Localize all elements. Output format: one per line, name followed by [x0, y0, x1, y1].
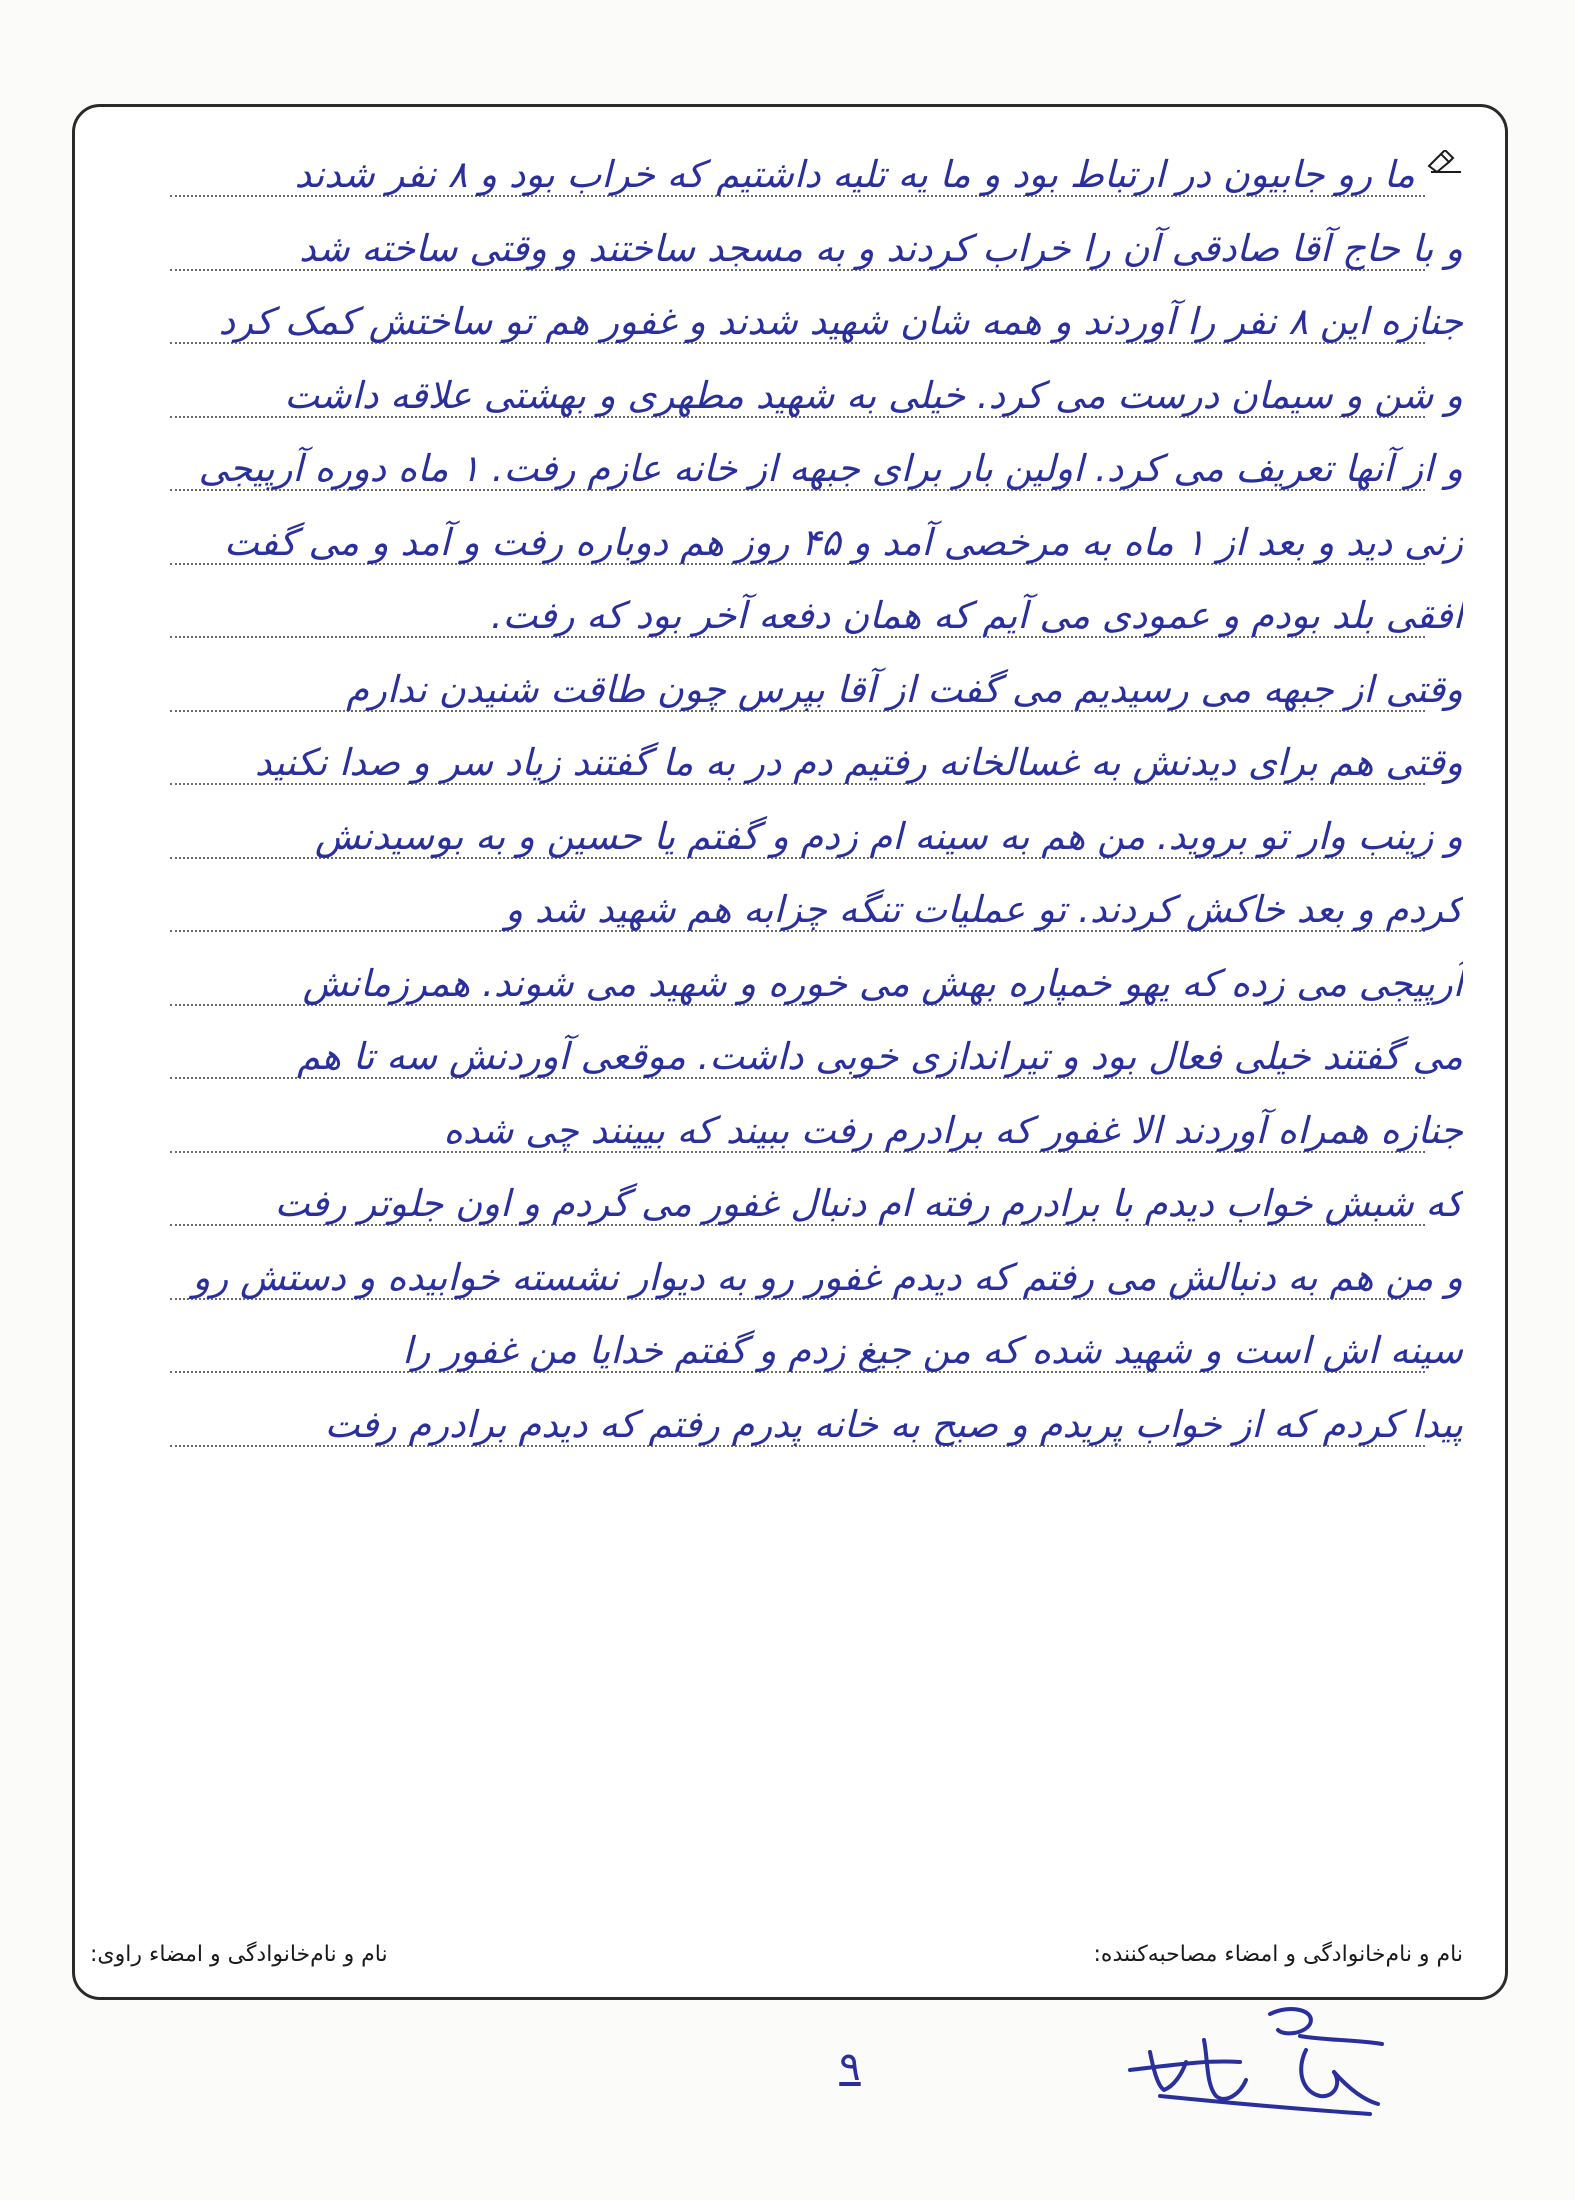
text-line: و با حاج آقا صادقی آن را خراب کردند و به مسجد ساختند و وقتی ساخته شد — [299, 226, 1463, 270]
text-line: جنازه این ۸ نفر را آوردند و همه شان شهید شدند و غفور هم تو ساختش کمک کرد — [218, 300, 1463, 343]
text-line: می گفتند خیلی فعال بود و تیراندازی خوبی داشت. موقعی آوردنش سه تا هم — [297, 1035, 1463, 1078]
text-line: زنی دید و بعد از ۱ ماه به مرخصی آمد و ۴۵ روز هم دوباره رفت و آمد و می گفت — [223, 520, 1463, 564]
text-line: وقتی از جبهه می رسیدیم می گفت از آقا بپرس چون طاقت شنیدن ندارم — [346, 667, 1463, 711]
text-line: و من هم به دنبالش می رفتم که دیدم غفور رو به دیوار نشسته خوابیده و دستش رو — [192, 1255, 1463, 1299]
text-line: جنازه همراه آوردند الا غفور که برادرم رفت ببیند که بیینند چی شده — [443, 1108, 1463, 1152]
text-line: و شن و سیمان درست می کرد. خیلی به شهید مطهری و بهشتی علاقه داشت — [284, 373, 1463, 417]
pen-writing-icon — [1427, 150, 1463, 174]
handwritten-signature — [1120, 2000, 1450, 2150]
text-line: وقتی هم برای دیدنش به غسالخانه رفتیم دم در به ما گفتند زیاد سر و صدا نکنید — [254, 741, 1463, 784]
text-line: که شبش خواب دیدم با برادرم رفته ام دنبال غفور می گردم و اون جلوتر رفت — [274, 1182, 1463, 1225]
text-line: و از آنها تعریف می کرد. اولین بار برای جبهه از خانه عازم رفت. ۱ ماه دوره آرپیجی — [198, 447, 1463, 490]
text-line: کردم و بعد خاکش کردند. تو عملیات تنگه چزابه هم شهید شد و — [505, 888, 1463, 931]
text-line: پیدا کردم که از خواب پریدم و صبح به خانه پدرم رفتم که دیدم برادرم رفت — [324, 1402, 1463, 1446]
page-number: ۹ — [839, 2044, 861, 2090]
text-line: آرپیجی می زده که یهو خمپاره بهش می خوره و شهید می شوند. همرزمانش — [302, 961, 1463, 1005]
narrator-label: نام و نام‌خانوادگی و امضاء راوی: — [90, 1942, 388, 1967]
text-line: و زینب وار تو بروید. من هم به سینه ام زدم و گفتم یا حسین و به بوسیدنش — [314, 814, 1463, 858]
text-line: سینه اش است و شهید شده که من جیغ زدم و گفتم خدایا من غفور را — [402, 1329, 1463, 1372]
signature-footer — [90, 1942, 1463, 1978]
text-line: ما رو جابیون در ارتباط بود و ما یه تلیه داشتیم که خراب بود و ۸ نفر شدند — [294, 153, 1415, 196]
text-line: افقی بلد بودم و عمودی می آیم که همان دفعه آخر بود که رفت. — [490, 594, 1463, 637]
interviewer-label: نام و نام‌خانوادگی و امضاء مصاحبه‌کننده: — [1093, 1942, 1463, 1967]
